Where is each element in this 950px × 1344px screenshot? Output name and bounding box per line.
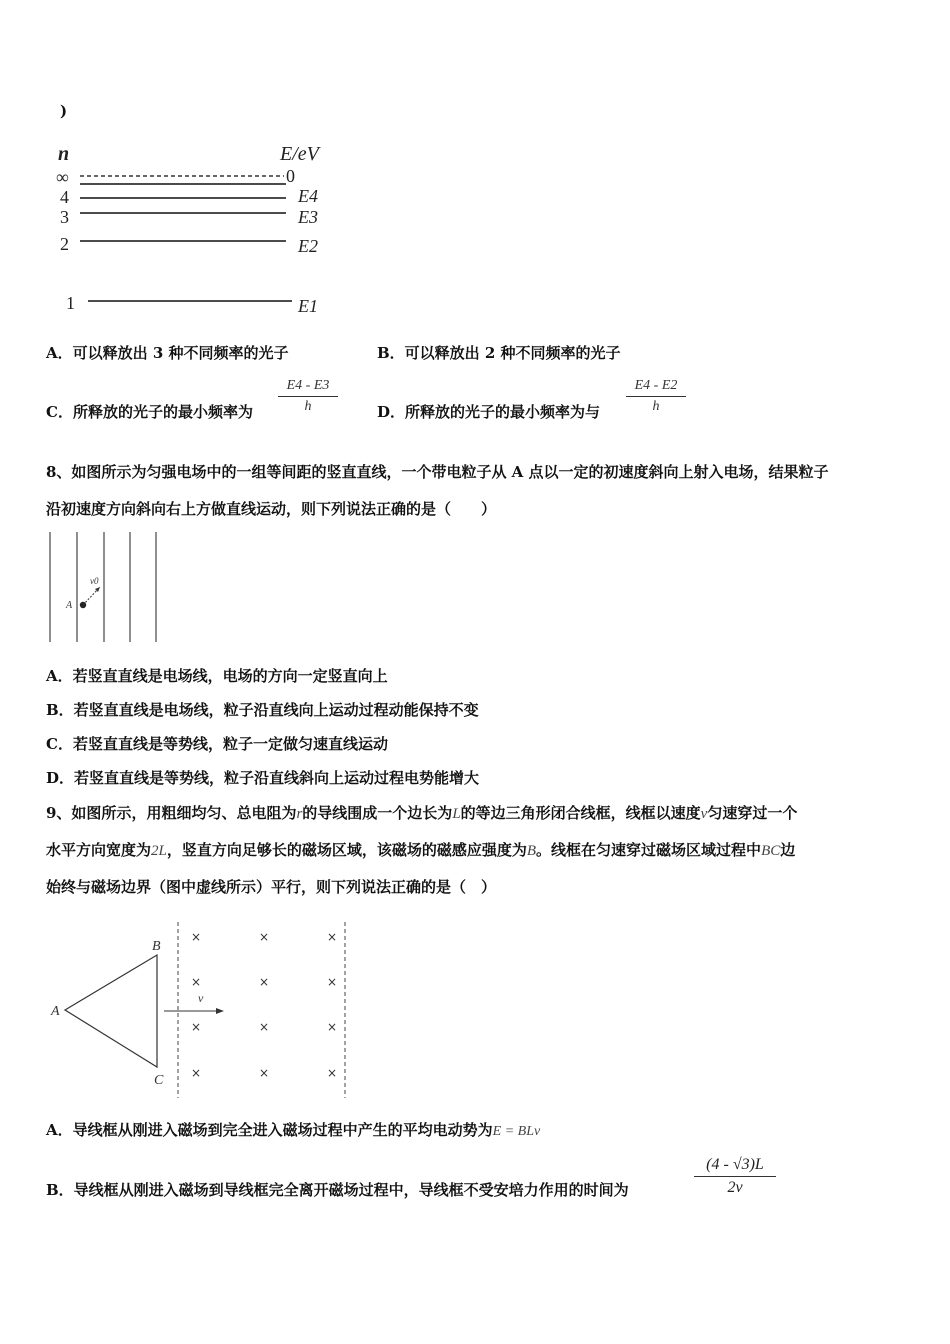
field-cross: × <box>258 1020 270 1034</box>
speed-symbol: v <box>700 806 708 822</box>
emf-formula: E = BLv <box>492 1124 541 1139</box>
q8-option-a: A．若竖直直线是电场线，电场的方向一定竖直向上 <box>46 667 388 685</box>
field-cross: × <box>190 1066 202 1080</box>
q7-option-b: B．可以释放出 2 种不同频率的光子 <box>377 344 621 362</box>
width-symbol: 2L <box>151 843 167 859</box>
level-n-infinity: ∞ <box>56 167 69 187</box>
q7-option-d-numerator: E4 - E2 <box>634 378 678 393</box>
level-e2-label: E2 <box>298 236 318 256</box>
field-cross: × <box>326 930 338 944</box>
q7-option-d-denominator: h <box>652 399 660 414</box>
field-cross: × <box>190 930 202 944</box>
q8-stem-line1: 8、如图所示为匀强电场中的一组等间距的竖直直线，一个带电粒子从 A 点以一定的初速度斜向上射入电场，结果粒子 <box>46 463 829 481</box>
energy-axis-label: E/eV <box>280 143 319 165</box>
side-length-symbol: L <box>452 806 461 822</box>
triangle-frame <box>65 955 157 1067</box>
field-cross: × <box>258 1066 270 1080</box>
velocity-label: v0 <box>90 576 99 586</box>
q7-option-d: D．所释放的光子的最小频率为与 <box>377 403 601 421</box>
level-n-3: 3 <box>60 207 69 227</box>
q8-stem-line2: 沿初速度方向斜向右上方做直线运动，则下列说法正确的是（ ） <box>46 500 497 518</box>
vertex-a-label: A <box>51 1004 60 1019</box>
q7-option-a: A．可以释放出 3 种不同频率的光子 <box>46 344 289 362</box>
level-n-4: 4 <box>60 187 69 207</box>
q7-option-c-denominator: h <box>304 399 312 414</box>
point-a-label: A <box>66 600 73 611</box>
level-n-2: 2 <box>60 234 69 254</box>
vertex-b-label: B <box>152 939 161 954</box>
edge-bc-symbol: BC <box>761 843 781 859</box>
q7-option-c-numerator: E4 - E3 <box>286 378 330 393</box>
q7-option-d-fraction <box>626 378 686 415</box>
q8-option-b: B．若竖直直线是电场线，粒子沿直线向上运动过程动能保持不变 <box>46 701 479 719</box>
resistance-symbol: r <box>296 806 303 822</box>
q9-option-b-numerator: (4 - √3)L <box>706 1156 764 1173</box>
vertex-c-label: C <box>154 1073 164 1088</box>
field-cross: × <box>326 1020 338 1034</box>
q9-stem-line1: 9、如图所示，用粗细均匀、总电阻为r的导线围成一个边长为L的等边三角形闭合线框，线框以速度v匀速穿过一个 <box>46 804 798 822</box>
field-cross: × <box>190 1020 202 1034</box>
q9-stem-line3: 始终与磁场边界（图中虚线所示）平行，则下列说法正确的是（ ） <box>46 878 497 896</box>
previous-question-tail: ) <box>60 102 68 120</box>
q9-option-b: B．导线框从刚进入磁场到导线框完全离开磁场过程中，导线框不受安培力作用的时间为 <box>46 1181 629 1199</box>
level-e4-label: E4 <box>298 186 318 206</box>
q9-stem-line2: 水平方向宽度为2L，竖直方向足够长的磁场区域，该磁场的磁感应强度为B。线框在匀速穿过磁场区域过程中BC边 <box>46 841 796 859</box>
field-symbol: B <box>526 843 537 859</box>
field-cross: × <box>326 975 338 989</box>
level-e1-label: E1 <box>298 296 318 316</box>
magnetic-field-figure <box>44 920 354 1100</box>
field-cross: × <box>190 975 202 989</box>
equipotential-lines-figure <box>44 530 164 645</box>
field-cross: × <box>258 930 270 944</box>
field-cross: × <box>326 1066 338 1080</box>
field-cross: × <box>258 975 270 989</box>
q7-option-c-fraction <box>278 378 338 415</box>
energy-level-diagram <box>50 138 350 328</box>
q8-option-c: C．若竖直直线是等势线，粒子一定做匀速直线运动 <box>46 735 388 753</box>
q9-option-b-fraction <box>694 1156 776 1197</box>
q8-option-d: D．若竖直直线是等势线，粒子沿直线斜向上运动过程电势能增大 <box>46 769 480 787</box>
q7-option-c: C．所释放的光子的最小频率为 <box>46 403 253 421</box>
q9-option-b-denominator: 2v <box>727 1179 743 1196</box>
velocity-arrowhead <box>216 1008 224 1014</box>
velocity-label: v <box>198 991 204 1005</box>
level-e3-label: E3 <box>298 207 318 227</box>
level-n-1: 1 <box>66 293 75 313</box>
q9-option-a: A．导线框从刚进入磁场到完全进入磁场过程中产生的平均电动势为E = BLv <box>46 1121 541 1139</box>
n-axis-label: n <box>58 143 70 165</box>
zero-energy-label: 0 <box>286 166 295 186</box>
